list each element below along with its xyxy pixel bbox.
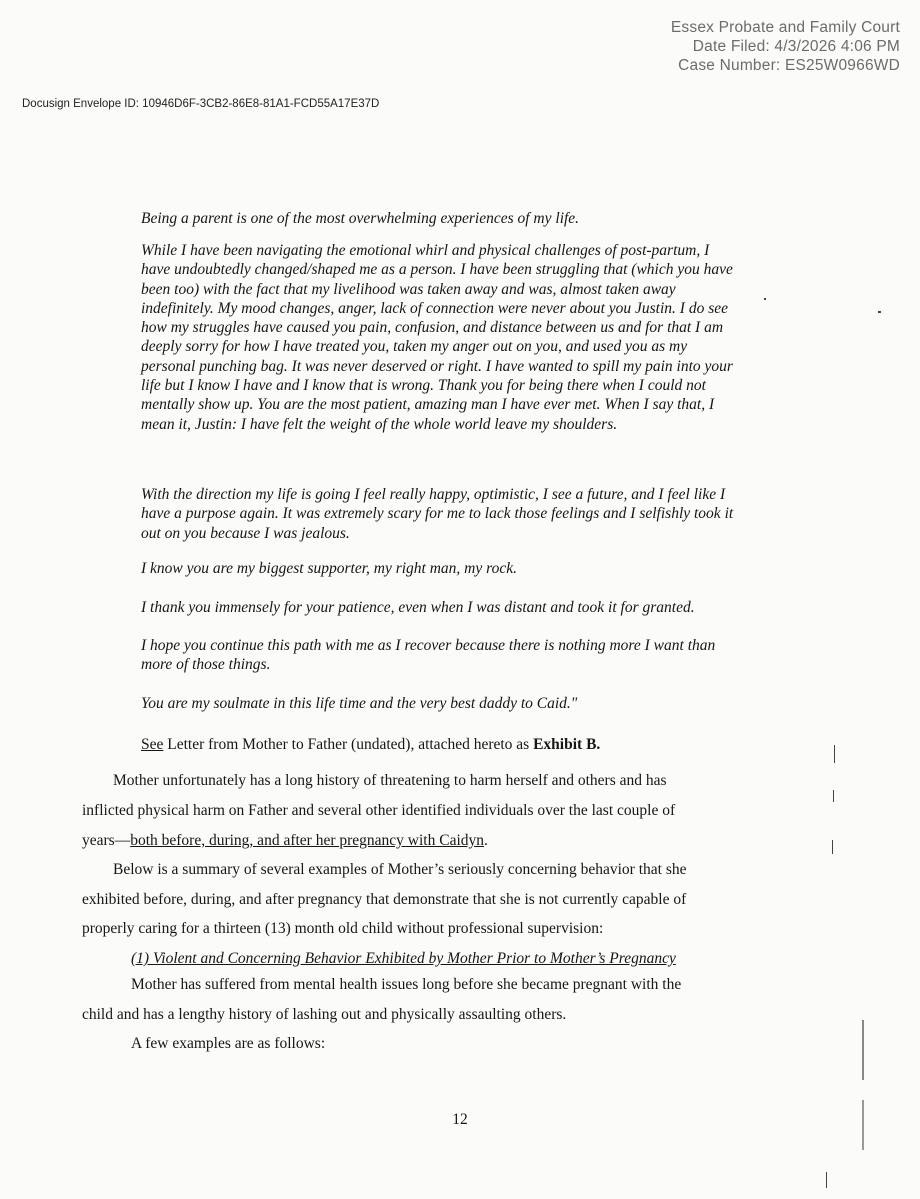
quote-paragraph-7: You are my soulmate in this life time and the very best daddy to Caid." bbox=[141, 695, 578, 712]
section-heading: (1) Violent and Concerning Behavior Exhibited by Mother Prior to Mother’s Pregnancy bbox=[131, 950, 676, 967]
citation-text: Letter from Mother to Father (undated), attached hereto as bbox=[163, 736, 534, 753]
para2-line3: properly caring for a thirteen (13) month old child without professional supervision: bbox=[82, 920, 604, 937]
quote-paragraph-1: Being a parent is one of the most overwhelming experiences of my life. bbox=[141, 210, 580, 227]
citation-see: See bbox=[141, 736, 164, 753]
scan-artifact bbox=[826, 1172, 827, 1188]
para1-line3-post: . bbox=[484, 832, 488, 849]
scan-artifact bbox=[834, 745, 835, 763]
quote-paragraph-2: While I have been navigating the emotional whirl and physical challenges of post-partum, I have undoubtedly changed/shaped me as a person. I have been struggling that (which you have been too) with the fact that my livelihood was taken away and was, almost taken away indefinitely. My mood changes, anger, lack of connection were never about you Justin. I do see how my struggles have caused you pain, confusion, and distance between us and for that I am deeply sorry for how I have treated you, taken my anger out on you, and used you as my personal punching bag. It was never deserved or right. I have wanted to spill my pain into your life but I know I have and I know that is wrong. Thank you for being there when I could not mentally show up. You are the most patient, amazing man I have ever met. When I say that, I mean it, Justin: I have felt the weight of the whole world leave my shoulders. bbox=[141, 242, 733, 433]
scan-artifact bbox=[832, 840, 833, 854]
scan-artifact bbox=[862, 1100, 864, 1150]
scan-artifact bbox=[833, 790, 834, 802]
court-name: Essex Probate and Family Court bbox=[670, 19, 900, 36]
citation-exhibit: Exhibit B. bbox=[533, 736, 601, 753]
quote-paragraph-4: I know you are my biggest supporter, my right man, my rock. bbox=[141, 560, 517, 577]
para1-line1: Mother unfortunately has a long history of threatening to harm herself and others and has bbox=[113, 772, 667, 789]
para1-line3-underlined: both before, during, and after her pregnancy with Caidyn bbox=[130, 832, 485, 849]
para1-line2: inflicted physical harm on Father and several other identified individuals over the last couple of bbox=[82, 802, 676, 819]
para1-line3-pre: years— bbox=[82, 832, 131, 849]
para3-line2: child and has a lengthy history of lashing out and physically assaulting others. bbox=[82, 1006, 567, 1023]
exhibit-citation bbox=[141, 735, 600, 754]
scan-artifact bbox=[878, 311, 881, 313]
para4: A few examples are as follows: bbox=[131, 1035, 326, 1052]
para3-line1: Mother has suffered from mental health issues long before she became pregnant with the bbox=[131, 976, 682, 993]
docusign-envelope-id: Docusign Envelope ID: 10946D6F-3CB2-86E8-81A1-FCD55A17E37D bbox=[22, 98, 380, 110]
para2-line1: Below is a summary of several examples of Mother’s seriously concerning behavior that she bbox=[113, 861, 687, 878]
quote-paragraph-5: I thank you immensely for your patience, even when I was distant and took it for granted. bbox=[141, 599, 695, 616]
page-number: 12 bbox=[452, 1111, 468, 1128]
para1-line3 bbox=[82, 831, 488, 850]
court-filing-stamp bbox=[671, 18, 900, 75]
scan-artifact bbox=[862, 1020, 864, 1080]
quote-paragraph-3: With the direction my life is going I feel really happy, optimistic, I see a future, and I feel like I have a purpose again. It was extremely scary for me to lack those feelings and I selfishly took it out on you because I was jealous. bbox=[141, 486, 734, 542]
case-number: Case Number: ES25W0966WD bbox=[678, 57, 900, 74]
date-filed: Date Filed: 4/3/2026 4:06 PM bbox=[692, 38, 900, 55]
scan-artifact bbox=[764, 298, 766, 300]
quote-paragraph-6: I hope you continue this path with me as I recover because there is nothing more I want than more of those things. bbox=[141, 637, 716, 674]
para2-line2: exhibited before, during, and after pregnancy that demonstrate that she is not currently capable of bbox=[82, 891, 687, 908]
